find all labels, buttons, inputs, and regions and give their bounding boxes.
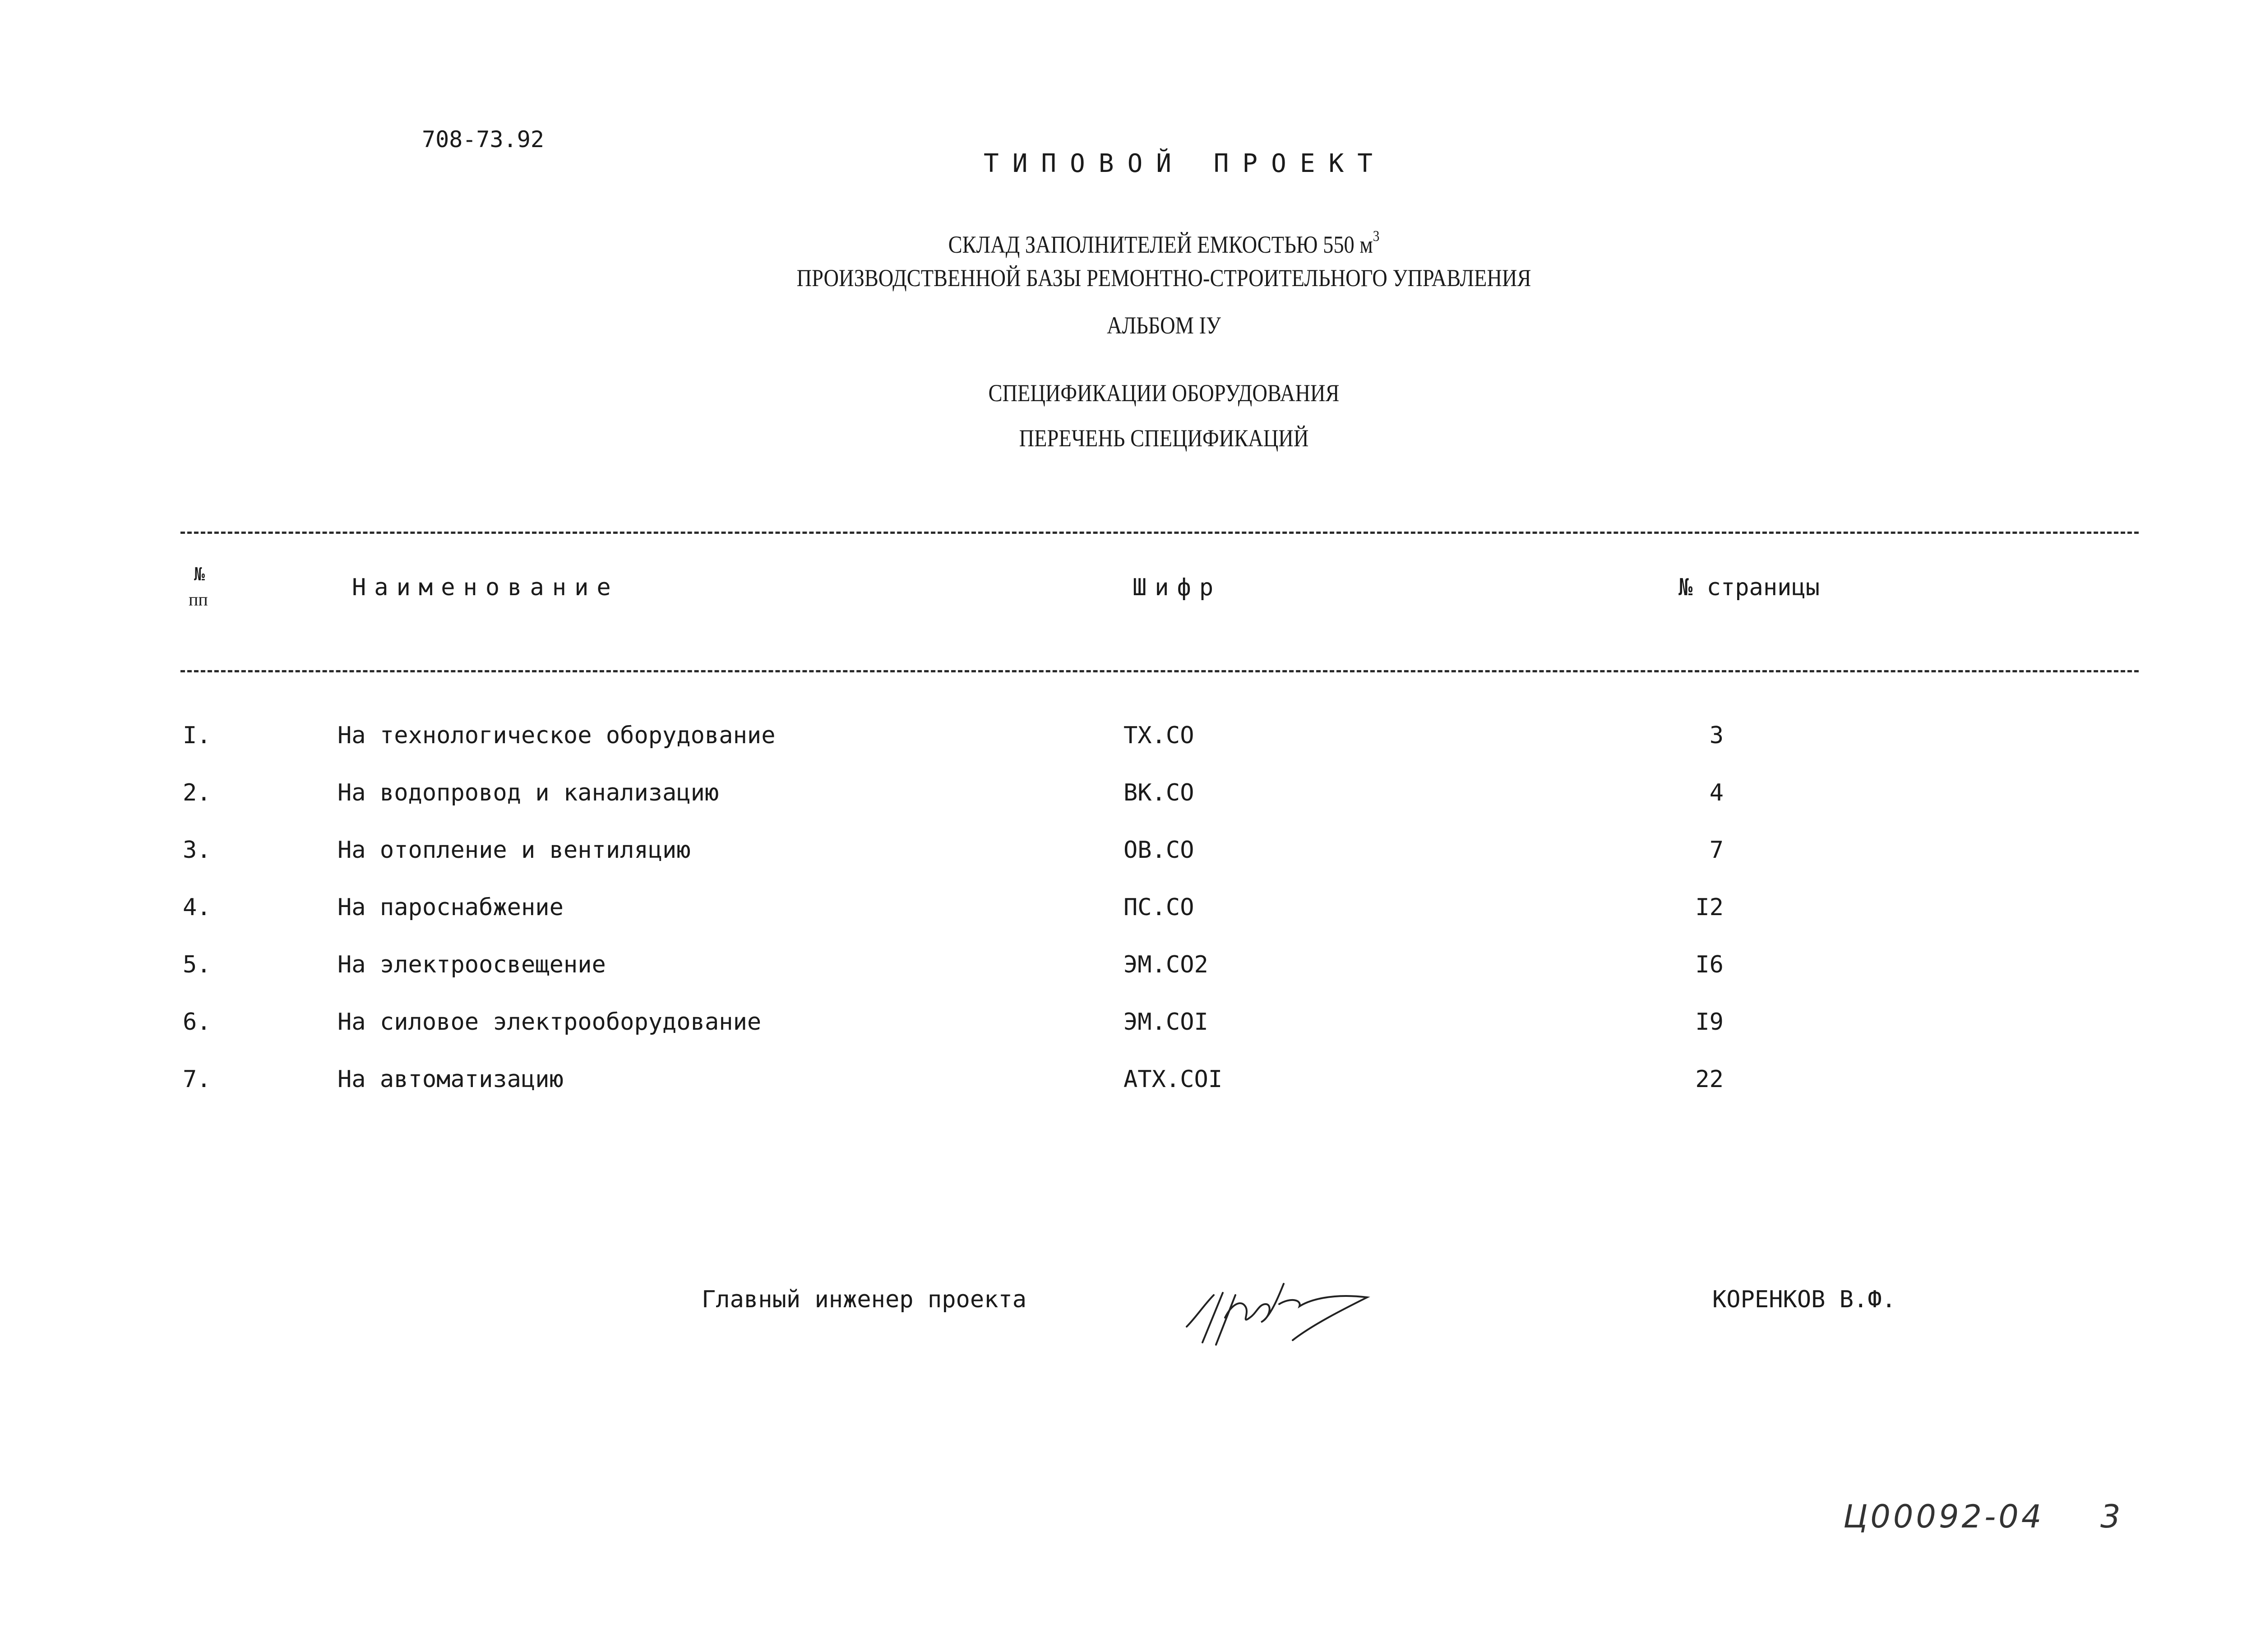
header-number-symbol: № [194,564,205,585]
row-number: I. [183,722,211,749]
row-number: 3. [183,837,211,864]
row-page: I2 [1695,894,1724,921]
title-line-2: ПРОИЗВОДСТВЕННОЙ БАЗЫ РЕМОНТНО-СТРОИТЕЛЬНОГО УПРАВЛЕНИЯ [796,264,1531,292]
row-name: На отопление и вентиляцию [337,837,691,864]
signatory-name: КОРЕНКОВ В.Ф. [1712,1286,1896,1313]
document-type: ТИПОВОЙ ПРОЕКТ [984,149,1387,178]
row-number: 5. [183,951,211,978]
title-superscript: 3 [1373,228,1380,245]
header-code: Шифр [1133,574,1222,601]
header-page: № страницы [1678,574,1820,601]
row-number: 2. [183,779,211,806]
row-number: 6. [183,1009,211,1036]
row-code: ПС.СО [1123,894,1194,921]
row-number: 7. [183,1066,211,1093]
row-page: 7 [1709,837,1724,864]
row-code: ТХ.СО [1123,722,1194,749]
row-page: I6 [1695,951,1724,978]
table-row [0,837,2256,877]
row-page: 3 [1709,722,1724,749]
table-header-divider [180,670,2139,672]
signatory-role: Главный инженер проекта [702,1286,1027,1313]
subsection-title: ПЕРЕЧЕНЬ СПЕЦИФИКАЦИЙ [1019,425,1309,452]
album-label: АЛЬБОМ IУ [1107,312,1221,339]
document-code: 708-73.92 [422,126,544,153]
table-row [0,722,2256,763]
row-code: АТХ.СОI [1123,1066,1223,1093]
row-code: ВК.СО [1123,779,1194,806]
row-code: ЭМ.СОI [1123,1009,1208,1036]
row-code: ЭМ.СО2 [1123,951,1208,978]
row-page: 22 [1695,1066,1724,1093]
row-page: 4 [1709,779,1724,806]
signature-mark [1182,1250,1372,1354]
table-row [0,1066,2256,1106]
title-line-1 [179,228,2150,259]
header-number-abbr: пп [189,589,208,610]
row-page: I9 [1695,1009,1724,1036]
header-name: Наименование [352,574,619,601]
row-name: На силовое электрооборудование [337,1009,762,1036]
row-number: 4. [183,894,211,921]
section-title: СПЕЦИФИКАЦИИ ОБОРУДОВАНИЯ [988,379,1340,407]
row-name: На автоматизацию [337,1066,564,1093]
table-row [0,779,2256,820]
row-name: На водопровод и канализацию [337,779,719,806]
row-code: ОВ.СО [1123,837,1194,864]
row-name: На пароснабжение [337,894,564,921]
table-top-divider [180,532,2139,534]
archive-stamp: Ц00092-04 [1843,1498,2044,1535]
row-name: На технологическое оборудование [337,722,776,749]
table-row [0,1009,2256,1049]
table-row [0,951,2256,992]
row-name: На электроосвещение [337,951,606,978]
page-number: 3 [2100,1498,2121,1535]
title-text: СКЛАД ЗАПОЛНИТЕЛЕЙ ЕМКОСТЬЮ 550 м [948,231,1373,258]
table-row [0,894,2256,935]
